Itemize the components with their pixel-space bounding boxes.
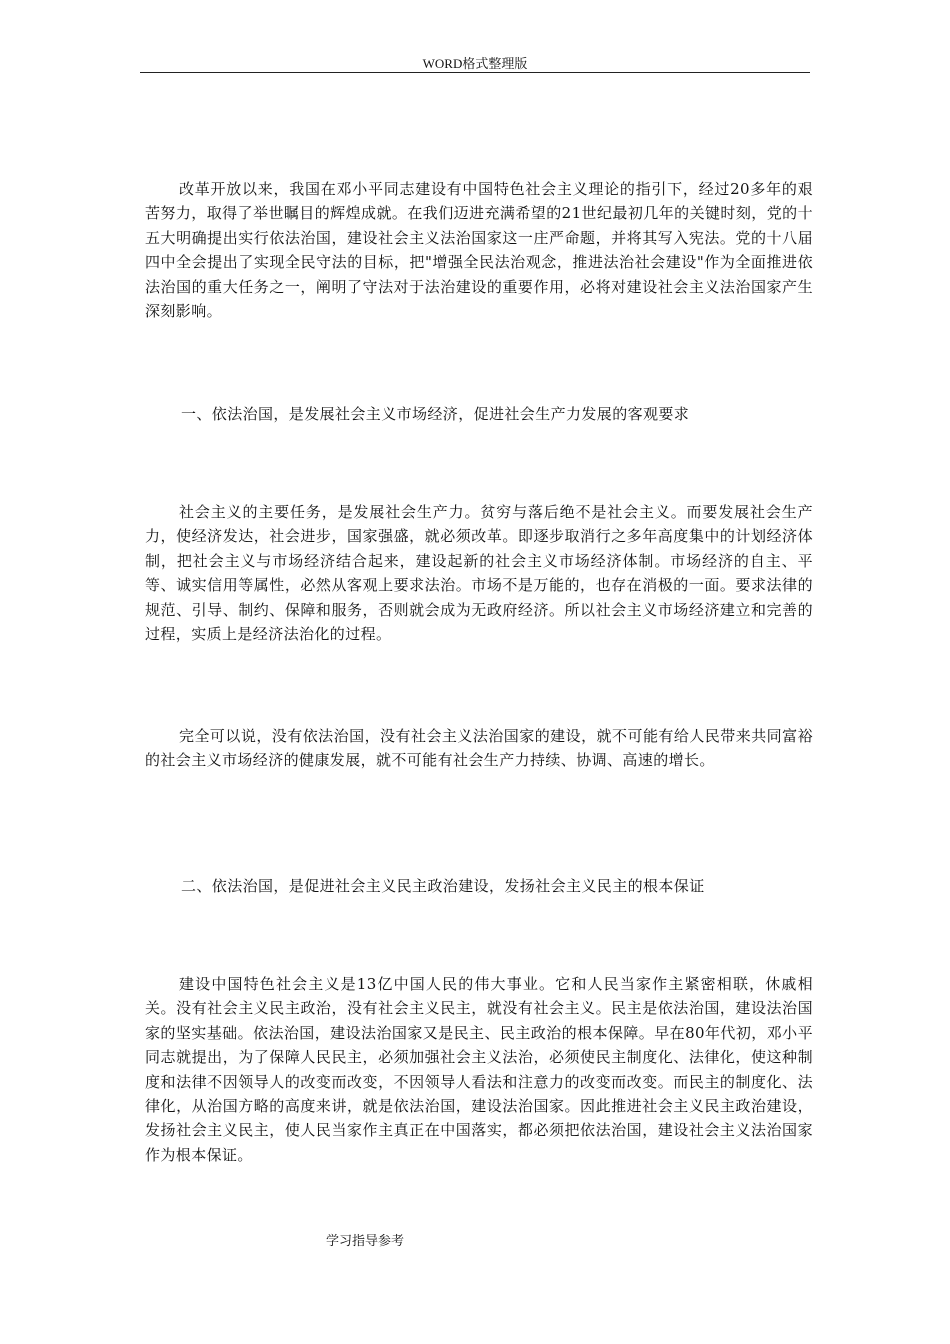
page-footer-text: 学习指导参考 xyxy=(326,1234,405,1249)
paragraph-democracy: 建设中国特色社会主义是13亿中国人民的伟大事业。它和人民当家作主紧密相联，休戚相关。没有社会主义民主政治，没有社会主义民主，就没有社会主义。民主是依法治国，建设法治国家的坚实基础。依法治国，建设法治国家又是民主、民主政治的根本保障。早在80年代初，邓小平同志就提出，为了保障人民民主，必须加强社会主义法治，必须使民主制度化、法律化，使这种制度和法律不因领导人的改变而改变，不因领导人看法和注意力的改变而改变。而民主的制度化、法律化，从治国方略的高度来讲，就是依法治国，建设法治国家。因此推进社会主义民主政治建设，发扬社会主义民主，使人民当家作主真正在中国落实，都必须把依法治国，建设社会主义法治国家作为根本保证。 xyxy=(145,975,813,1164)
paragraph-conclusion-1: 完全可以说，没有依法治国，没有社会主义法治国家的建设，就不可能有给人民带来共同富裕的社会主义市场经济的健康发展，就不可能有社会生产力持续、协调、高速的增长。 xyxy=(145,727,813,770)
paragraph-intro: 改革开放以来，我国在邓小平同志建设有中国特色社会主义理论的指引下，经过20多年的艰苦努力，取得了举世瞩目的辉煌成就。在我们迈进充满希望的21世纪最初几年的关键时刻，党的十五大明确提出实行依法治国，建设社会主义法治国家这一庄严命题，并将其写入宪法。党的十八届四中全会提出了实现全民守法的目标，把"增强全民法治观念，推进法治社会建设"作为全面推进依法治国的重大任务之一，阐明了守法对于法治建设的重要作用，必将对建设社会主义法治国家产生深刻影响。 xyxy=(145,180,813,321)
section-heading-1: 一、依法治国，是发展社会主义市场经济，促进社会生产力发展的客观要求 xyxy=(181,405,690,423)
page-header-title: WORD格式整理版 xyxy=(422,56,528,71)
section-heading-2: 二、依法治国，是促进社会主义民主政治建设，发扬社会主义民主的根本保证 xyxy=(181,877,705,895)
paragraph-market-economy: 社会主义的主要任务，是发展社会生产力。贫穷与落后绝不是社会主义。而要发展社会生产力，使经济发达，社会进步，国家强盛，就必须改革。即逐步取消行之多年高度集中的计划经济体制，把社会主义与市场经济结合起来，建设起新的社会主义市场经济体制。市场经济的自主、平等、诚实信用等属性，必然从客观上要求法治。市场不是万能的，也存在消极的一面。要求法律的规范、引导、制约、保障和服务，否则就会成为无政府经济。所以社会主义市场经济建立和完善的过程，实质上是经济法治化的过程。 xyxy=(145,503,813,644)
header-divider xyxy=(140,72,810,73)
